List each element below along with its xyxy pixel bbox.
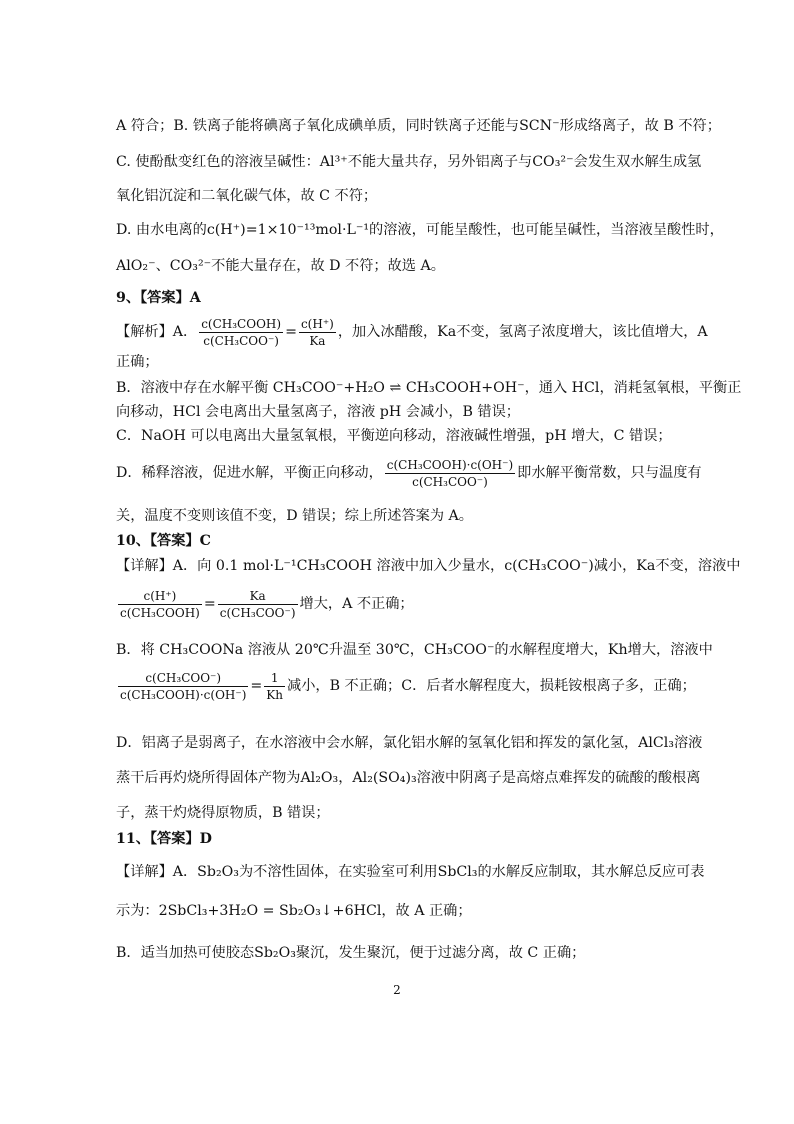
text-line: D．铝离子是弱离子，在水溶液中会水解，氯化铝水解的氢氧化铝和挥发的氯化氢，AlCl₃溶液 [116,735,703,751]
text-segment: 即水解平衡常数，只与温度有 [517,465,702,481]
text-line: C．NaOH 可以电离出大量氢氧根，平衡逆向移动，溶液碱性增强，pH 增大，C 错误； [116,428,672,444]
fraction-denominator: c(CH₃COO⁻) [412,474,488,489]
formula-line [116,315,708,349]
answer-heading: 11、【答案】D [116,831,212,847]
text-line: B．溶液中存在水解平衡 CH₃COO⁻+H₂O ⇌ CH₃COOH+OH⁻，通入 HCl，消耗氢氧根，平衡正 [116,380,742,396]
text-line: D. 由水电离的c(H⁺)=1×10⁻¹³mol·L⁻¹的溶液，可能呈酸性，也可能呈碱性，当溶液呈酸性时， [116,222,724,238]
fraction-numerator: 1 [264,670,285,687]
text-line: C. 使酚酞变红色的溶液呈碱性：Al³⁺不能大量共存，另外铝离子与CO₃²⁻会发生双水解生成氢 [116,154,702,170]
fraction-denominator: c(CH₃COOH)·c(OH⁻) [120,687,247,702]
text-line: 蒸干后再灼烧所得固体产物为Al₂O₃，Al₂(SO₄)₃溶液中阴离子是高熔点难挥发的硫酸的酸根离 [116,770,701,786]
text-line: 氧化铝沉淀和二氧化碳气体，故 C 不符； [116,188,378,204]
fraction-denominator: Ka [309,333,326,348]
fraction-numerator: c(CH₃COOH) [201,316,282,331]
text-line: 示为：2SbCl₃+3H₂O = Sb₂O₃↓+6HCl，故 A 正确； [116,903,472,919]
fraction [118,588,202,621]
fraction-numerator: c(H⁺) [118,588,202,605]
equals-sign: = [203,596,216,612]
text-line: AlO₂⁻、CO₃²⁻不能大量存在，故 D 不符；故选 A。 [116,258,445,274]
fraction-numerator: c(H⁺) [300,316,334,331]
fraction [264,670,285,703]
fraction-numerator: c(CH₃COOH)·c(OH⁻) [386,457,514,472]
answer-heading: 9、【答案】A [116,290,201,306]
formula-line [116,668,696,704]
text-line: 向移动，HCl 会电离出大量氢离子，溶液 pH 会减小，B 错误； [116,404,520,420]
text-line: A 符合；B. 铁离子能将碘离子氧化成碘单质，同时铁离子还能与SCN⁻形成络离子，故 B 不符； [116,118,721,134]
text-segment: 减小，B 不正确；C．后者水解程度大，损耗铵根离子多，正确； [287,678,696,694]
text-segment: 增大，A 不正确； [299,596,414,612]
text-segment: 【解析】A． [116,324,198,340]
fraction [299,316,336,349]
text-line: 【详解】A．向 0.1 mol·L⁻¹CH₃COOH 溶液中加入少量水，c(CH₃COO⁻)减小，Ka不变，溶液中 [116,558,741,574]
page-number: 2 [393,983,401,997]
fraction [385,457,515,490]
fraction [118,670,248,703]
fraction-numerator: Ka [218,588,298,605]
text-line: 子，蒸干灼烧得原物质，B 错误； [116,805,330,821]
fraction [199,316,283,349]
formula-line [116,455,702,491]
fraction [218,588,298,621]
fraction-denominator: Kh [266,687,283,702]
equals-sign: = [250,678,263,694]
fraction-denominator: c(CH₃COOH) [120,605,200,620]
text-segment: D．稀释溶液，促进水解，平衡正向移动， [116,465,383,481]
text-line: 【详解】A．Sb₂O₃为不溶性固体，在实验室可利用SbCl₃的水解反应制取，其水解总反应可表 [116,864,705,880]
text-line: B．适当加热可使胶态Sb₂O₃聚沉，发生聚沉，便于过滤分离，故 C 正确； [116,945,586,961]
text-line: 关，温度不变则该值不变，D 错误；综上所述答案为 A。 [116,508,473,524]
fraction-numerator: c(CH₃COO⁻) [118,670,248,687]
text-line: 正确； [116,354,159,370]
answer-heading: 10、【答案】C [116,533,211,549]
formula-line [116,586,414,622]
equals-sign: = [285,324,297,340]
fraction-denominator: c(CH₃COO⁻) [219,605,296,620]
text-segment: ，加入冰醋酸，Ka不变，氢离子浓度增大，该比值增大，A [337,324,708,340]
fraction-denominator: c(CH₃COO⁻) [203,333,279,348]
text-line: B．将 CH₃COONa 溶液从 20℃升温至 30℃，CH₃COO⁻的水解程度增大，Kh增大，溶液中 [116,642,713,658]
